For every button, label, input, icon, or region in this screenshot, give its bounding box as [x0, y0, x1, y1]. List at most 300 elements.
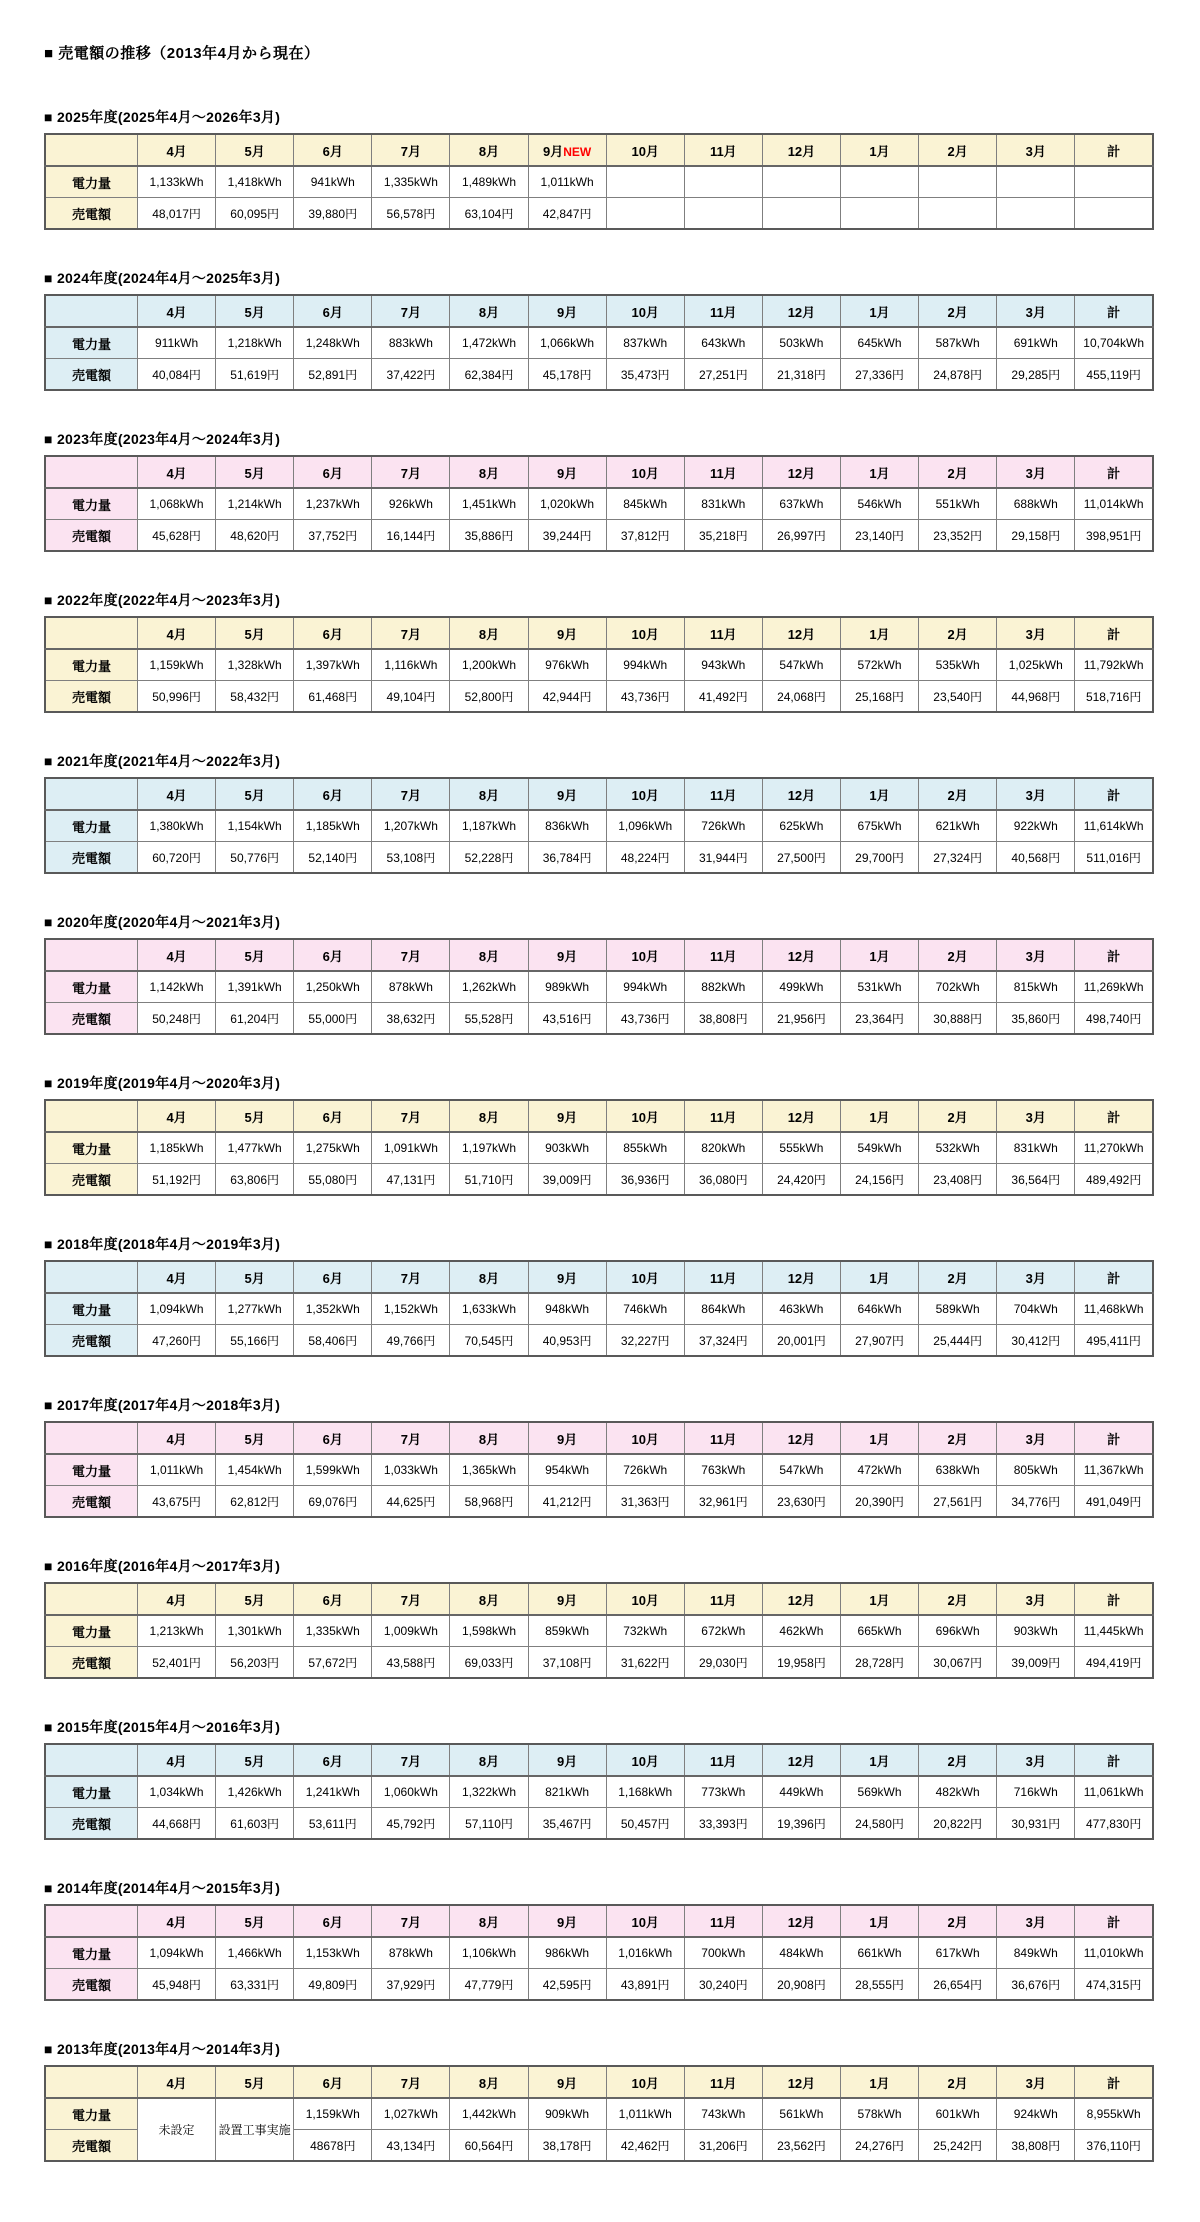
kwh-cell: 1,011kWh: [606, 2098, 684, 2130]
yen-cell: 38,808円: [997, 2130, 1075, 2162]
month-header: [997, 1744, 1075, 1776]
kwh-cell: 589kWh: [919, 1293, 997, 1325]
kwh-row: [45, 488, 1153, 520]
kwh-cell: 645kWh: [840, 327, 918, 359]
yen-cell: 47,779円: [450, 1969, 528, 2001]
yen-cell: 51,710円: [450, 1164, 528, 1196]
kwh-cell: 1,096kWh: [606, 810, 684, 842]
yen-row: [45, 520, 1153, 552]
kwh-cell: 503kWh: [762, 327, 840, 359]
yen-cell: 52,401円: [138, 1647, 216, 1679]
yen-cell: 63,331円: [216, 1969, 294, 2001]
month-label: 4月: [166, 1431, 187, 1447]
month-label: 12月: [787, 304, 816, 320]
month-header: [138, 134, 216, 166]
yen-cell: 518,716円: [1075, 681, 1153, 713]
kwh-cell: 638kWh: [919, 1454, 997, 1486]
kwh-cell: 535kWh: [919, 649, 997, 681]
yen-cell: 21,318円: [762, 359, 840, 391]
yen-cell: 42,462円: [606, 2130, 684, 2162]
month-label: 11月: [709, 1270, 737, 1286]
month-header: [216, 1905, 294, 1937]
kwh-cell: 1,418kWh: [216, 166, 294, 198]
row-label-kwh: 電力量: [45, 2098, 138, 2130]
month-label: 11月: [709, 1914, 737, 1930]
yen-cell: 19,396円: [762, 1808, 840, 1840]
kwh-cell: 547kWh: [762, 1454, 840, 1486]
kwh-cell: 1,094kWh: [138, 1937, 216, 1969]
month-header: [606, 1905, 684, 1937]
month-header: [919, 778, 997, 810]
year-section: [44, 1717, 1200, 1840]
month-label: 1月: [869, 2075, 890, 2091]
yen-cell: 29,700円: [840, 842, 918, 874]
month-header: [840, 1744, 918, 1776]
kwh-cell: 499kWh: [762, 971, 840, 1003]
header-row: [45, 1744, 1153, 1776]
yen-cell: 20,001円: [762, 1325, 840, 1357]
section-title: ■ 2019年度(2019年4月～2020年3月): [44, 1075, 281, 1091]
kwh-cell: 675kWh: [840, 810, 918, 842]
yen-cell: 49,766円: [372, 1325, 450, 1357]
yen-cell: 56,203円: [216, 1647, 294, 1679]
month-header: [216, 939, 294, 971]
month-label: 3月: [1025, 787, 1046, 803]
row-label-yen: 売電額: [45, 1164, 138, 1196]
yen-cell: 398,951円: [1075, 520, 1153, 552]
month-header: [528, 2066, 606, 2098]
yen-cell: 45,948円: [138, 1969, 216, 2001]
yen-cell: 45,178円: [528, 359, 606, 391]
yen-cell: 29,158円: [997, 520, 1075, 552]
month-header: [372, 1905, 450, 1937]
total-header: 計: [1075, 617, 1153, 649]
yen-cell: [919, 198, 997, 230]
yen-cell: 48678円: [294, 2130, 372, 2162]
yen-row: [45, 1808, 1153, 1840]
yen-cell: 61,603円: [216, 1808, 294, 1840]
kwh-cell: 569kWh: [840, 1776, 918, 1808]
corner-cell: [45, 617, 138, 649]
kwh-cell: 572kWh: [840, 649, 918, 681]
yen-cell: 24,068円: [762, 681, 840, 713]
yen-cell: 455,119円: [1075, 359, 1153, 391]
month-label: 12月: [787, 1109, 816, 1125]
section-title: ■ 2014年度(2014年4月～2015年3月): [44, 1880, 281, 1896]
yen-cell: 26,997円: [762, 520, 840, 552]
month-header: [762, 1422, 840, 1454]
yen-cell: 24,878円: [919, 359, 997, 391]
yen-cell: 60,720円: [138, 842, 216, 874]
yen-cell: 41,212円: [528, 1486, 606, 1518]
month-header: [997, 1905, 1075, 1937]
yen-cell: 43,516円: [528, 1003, 606, 1035]
month-label: 10月: [631, 1270, 659, 1286]
kwh-cell: 1,197kWh: [450, 1132, 528, 1164]
row-label-kwh: 電力量: [45, 1615, 138, 1647]
kwh-cell: 1,159kWh: [138, 649, 216, 681]
yen-cell: 41,492円: [684, 681, 762, 713]
month-label: 9月: [556, 465, 578, 481]
month-label: 5月: [244, 2075, 265, 2091]
month-header: [997, 295, 1075, 327]
yen-cell: 31,944円: [684, 842, 762, 874]
kwh-cell: 601kWh: [919, 2098, 997, 2130]
row-label-kwh: 電力量: [45, 488, 138, 520]
corner-cell: [45, 1583, 138, 1615]
kwh-cell: 1,277kWh: [216, 1293, 294, 1325]
month-header: [528, 778, 606, 810]
month-label: 11月: [709, 948, 737, 964]
month-label: 6月: [322, 626, 343, 642]
month-header: [919, 456, 997, 488]
yen-cell: 40,084円: [138, 359, 216, 391]
corner-cell: [45, 1100, 138, 1132]
month-header: [997, 1422, 1075, 1454]
month-label: 3月: [1025, 1592, 1046, 1608]
kwh-cell: 746kWh: [606, 1293, 684, 1325]
month-label: 9月: [556, 1431, 578, 1447]
kwh-cell: 1,033kWh: [372, 1454, 450, 1486]
kwh-cell: 1,442kWh: [450, 2098, 528, 2130]
month-label: 10月: [631, 143, 659, 159]
month-label: 12月: [787, 143, 816, 159]
kwh-cell: 716kWh: [997, 1776, 1075, 1808]
month-label: 1月: [869, 143, 890, 159]
row-label-yen: 売電額: [45, 842, 138, 874]
month-header: [606, 1744, 684, 1776]
total-header: 計: [1075, 295, 1153, 327]
month-label: 1月: [869, 1753, 890, 1769]
merged-note-cell: 未設定: [138, 2098, 216, 2161]
month-header: [762, 1261, 840, 1293]
kwh-cell: 1,466kWh: [216, 1937, 294, 1969]
kwh-cell: 11,468kWh: [1075, 1293, 1153, 1325]
kwh-cell: 837kWh: [606, 327, 684, 359]
month-label: 5月: [244, 1753, 265, 1769]
yen-cell: 491,049円: [1075, 1486, 1153, 1518]
kwh-cell: 561kWh: [762, 2098, 840, 2130]
tables-container: [44, 107, 1200, 2162]
month-header: [840, 1905, 918, 1937]
month-label: 5月: [244, 143, 265, 159]
month-label: 2月: [947, 465, 968, 481]
yen-cell: 35,860円: [997, 1003, 1075, 1035]
corner-cell: [45, 778, 138, 810]
month-header: [606, 778, 684, 810]
yen-cell: 48,224円: [606, 842, 684, 874]
month-header: [294, 939, 372, 971]
kwh-cell: 954kWh: [528, 1454, 606, 1486]
sales-table: [44, 1904, 1154, 2001]
month-header: [762, 617, 840, 649]
yen-cell: 30,412円: [997, 1325, 1075, 1357]
month-header: [294, 1100, 372, 1132]
month-label: 2月: [947, 1270, 968, 1286]
kwh-cell: 1,025kWh: [997, 649, 1075, 681]
month-label: 7月: [400, 465, 421, 481]
month-header: [372, 939, 450, 971]
month-header: [840, 1100, 918, 1132]
month-header: [294, 1905, 372, 1937]
kwh-cell: 688kWh: [997, 488, 1075, 520]
yen-cell: 43,891円: [606, 1969, 684, 2001]
month-header: [372, 778, 450, 810]
month-header: [138, 778, 216, 810]
kwh-cell: 976kWh: [528, 649, 606, 681]
yen-row: [45, 1486, 1153, 1518]
kwh-cell: [762, 166, 840, 198]
yen-cell: 50,996円: [138, 681, 216, 713]
yen-cell: 35,886円: [450, 520, 528, 552]
month-label: 1月: [869, 1592, 890, 1608]
yen-cell: 31,206円: [684, 2130, 762, 2162]
kwh-row: [45, 971, 1153, 1003]
month-header: [606, 295, 684, 327]
month-label: 11月: [709, 1753, 737, 1769]
kwh-cell: [606, 166, 684, 198]
month-label: 4月: [166, 2075, 187, 2091]
month-label: 8月: [478, 143, 500, 159]
yen-cell: 45,792円: [372, 1808, 450, 1840]
yen-cell: [606, 198, 684, 230]
kwh-cell: 482kWh: [919, 1776, 997, 1808]
month-header: [684, 1100, 762, 1132]
month-label: 8月: [478, 1914, 500, 1930]
kwh-cell: 1,091kWh: [372, 1132, 450, 1164]
month-header: [762, 456, 840, 488]
yen-cell: 52,140円: [294, 842, 372, 874]
kwh-cell: 547kWh: [762, 649, 840, 681]
total-header: 計: [1075, 2066, 1153, 2098]
kwh-row: [45, 1937, 1153, 1969]
kwh-cell: 10,704kWh: [1075, 327, 1153, 359]
yen-cell: 19,958円: [762, 1647, 840, 1679]
total-header: 計: [1075, 456, 1153, 488]
yen-cell: 24,276円: [840, 2130, 918, 2162]
total-header: 計: [1075, 778, 1153, 810]
yen-cell: 498,740円: [1075, 1003, 1153, 1035]
yen-cell: 20,390円: [840, 1486, 918, 1518]
month-label: 5月: [244, 1914, 265, 1930]
month-header: [372, 1583, 450, 1615]
yen-cell: 39,009円: [997, 1647, 1075, 1679]
corner-cell: [45, 1905, 138, 1937]
yen-cell: 52,228円: [450, 842, 528, 874]
header-row: [45, 1905, 1153, 1937]
month-label: 12月: [787, 1592, 816, 1608]
kwh-cell: 743kWh: [684, 2098, 762, 2130]
month-header: [450, 1744, 528, 1776]
yen-cell: 49,104円: [372, 681, 450, 713]
month-header: [372, 456, 450, 488]
month-label: 5月: [244, 304, 265, 320]
kwh-row: [45, 1293, 1153, 1325]
month-label: 10月: [631, 304, 659, 320]
month-header: [997, 2066, 1075, 2098]
month-header: [450, 134, 528, 166]
yen-cell: 35,218円: [684, 520, 762, 552]
month-header: [138, 1100, 216, 1132]
kwh-cell: 625kWh: [762, 810, 840, 842]
month-header: [606, 1583, 684, 1615]
month-header: [919, 1100, 997, 1132]
month-label: 4月: [166, 1270, 187, 1286]
kwh-cell: 472kWh: [840, 1454, 918, 1486]
month-header: [919, 617, 997, 649]
kwh-cell: 926kWh: [372, 488, 450, 520]
month-label: 6月: [322, 1914, 343, 1930]
kwh-cell: 1,066kWh: [528, 327, 606, 359]
kwh-cell: 903kWh: [997, 1615, 1075, 1647]
month-header: [840, 939, 918, 971]
month-header: [450, 295, 528, 327]
kwh-cell: 11,014kWh: [1075, 488, 1153, 520]
month-header: [528, 1422, 606, 1454]
month-label: 10月: [631, 2075, 659, 2091]
month-header: [684, 1422, 762, 1454]
yen-cell: 32,961円: [684, 1486, 762, 1518]
month-label: 7月: [400, 948, 421, 964]
month-header: [216, 2066, 294, 2098]
month-label: 8月: [478, 1109, 500, 1125]
month-label: 12月: [787, 1914, 816, 1930]
kwh-cell: 1,218kWh: [216, 327, 294, 359]
yen-cell: 44,968円: [997, 681, 1075, 713]
month-label: 9月: [556, 1592, 578, 1608]
kwh-row: [45, 327, 1153, 359]
month-label: 12月: [787, 787, 816, 803]
month-header: [762, 2066, 840, 2098]
kwh-cell: 11,614kWh: [1075, 810, 1153, 842]
yen-cell: 36,936円: [606, 1164, 684, 1196]
kwh-cell: 11,061kWh: [1075, 1776, 1153, 1808]
kwh-cell: 11,269kWh: [1075, 971, 1153, 1003]
month-label: 3月: [1025, 2075, 1046, 2091]
month-label: 1月: [869, 465, 890, 481]
month-label: 8月: [478, 1270, 500, 1286]
section-title: ■ 2020年度(2020年4月～2021年3月): [44, 914, 281, 930]
kwh-cell: 1,391kWh: [216, 971, 294, 1003]
year-section: [44, 429, 1200, 552]
month-header: [762, 295, 840, 327]
yen-cell: 43,736円: [606, 1003, 684, 1035]
month-header: [216, 617, 294, 649]
kwh-cell: 1,472kWh: [450, 327, 528, 359]
month-label: 8月: [478, 948, 500, 964]
month-label: 1月: [869, 1270, 890, 1286]
yen-cell: 376,110円: [1075, 2130, 1153, 2162]
month-header: [528, 295, 606, 327]
month-label: 9月: [556, 304, 578, 320]
kwh-cell: 941kWh: [294, 166, 372, 198]
kwh-cell: 1,241kWh: [294, 1776, 372, 1808]
kwh-cell: 1,250kWh: [294, 971, 372, 1003]
header-row: [45, 1422, 1153, 1454]
kwh-cell: 1,068kWh: [138, 488, 216, 520]
yen-cell: 53,108円: [372, 842, 450, 874]
kwh-cell: [997, 166, 1075, 198]
month-header: [450, 1422, 528, 1454]
yen-cell: 63,806円: [216, 1164, 294, 1196]
yen-cell: 23,364円: [840, 1003, 918, 1035]
month-label: 9月: [556, 948, 578, 964]
row-label-yen: 売電額: [45, 198, 138, 230]
month-header: [684, 1583, 762, 1615]
month-label: 7月: [400, 626, 421, 642]
month-label: 12月: [787, 1270, 816, 1286]
yen-cell: 49,809円: [294, 1969, 372, 2001]
month-label: 4月: [166, 1753, 187, 1769]
month-label: 1月: [869, 948, 890, 964]
kwh-cell: 665kWh: [840, 1615, 918, 1647]
yen-cell: 58,432円: [216, 681, 294, 713]
kwh-cell: 726kWh: [684, 810, 762, 842]
kwh-cell: 815kWh: [997, 971, 1075, 1003]
year-section: [44, 912, 1200, 1035]
yen-cell: 23,630円: [762, 1486, 840, 1518]
month-label: 2月: [947, 1914, 968, 1930]
yen-cell: 42,944円: [528, 681, 606, 713]
kwh-cell: 551kWh: [919, 488, 997, 520]
month-header: [294, 1744, 372, 1776]
kwh-cell: 820kWh: [684, 1132, 762, 1164]
kwh-cell: [1075, 166, 1153, 198]
month-label: 3月: [1025, 465, 1046, 481]
month-header: [606, 134, 684, 166]
header-row: [45, 1583, 1153, 1615]
month-label: 3月: [1025, 1753, 1046, 1769]
row-label-kwh: 電力量: [45, 1776, 138, 1808]
kwh-cell: 903kWh: [528, 1132, 606, 1164]
sales-table: [44, 455, 1154, 552]
kwh-row: [45, 810, 1153, 842]
month-label: 3月: [1025, 948, 1046, 964]
month-label: 5月: [244, 787, 265, 803]
month-header: [762, 1905, 840, 1937]
yen-cell: 58,406円: [294, 1325, 372, 1357]
kwh-cell: 463kWh: [762, 1293, 840, 1325]
row-label-yen: 売電額: [45, 359, 138, 391]
month-header: [528, 1261, 606, 1293]
yen-cell: 39,009円: [528, 1164, 606, 1196]
header-row: [45, 939, 1153, 971]
yen-cell: 43,736円: [606, 681, 684, 713]
section-title: ■ 2025年度(2025年4月～2026年3月): [44, 109, 281, 125]
month-label: 11月: [709, 1431, 737, 1447]
yen-cell: 23,352円: [919, 520, 997, 552]
kwh-cell: 831kWh: [684, 488, 762, 520]
kwh-row: [45, 1454, 1153, 1486]
month-label: 8月: [478, 1592, 500, 1608]
kwh-cell: 637kWh: [762, 488, 840, 520]
kwh-cell: 911kWh: [138, 327, 216, 359]
year-section: [44, 751, 1200, 874]
kwh-cell: 859kWh: [528, 1615, 606, 1647]
month-header: [450, 1261, 528, 1293]
month-label: 2月: [947, 948, 968, 964]
month-header: [372, 1261, 450, 1293]
month-header: [138, 295, 216, 327]
month-header: [919, 1261, 997, 1293]
yen-cell: 477,830円: [1075, 1808, 1153, 1840]
kwh-cell: 1,152kWh: [372, 1293, 450, 1325]
kwh-cell: 704kWh: [997, 1293, 1075, 1325]
yen-cell: 39,880円: [294, 198, 372, 230]
yen-cell: 31,363円: [606, 1486, 684, 1518]
month-label: 3月: [1025, 143, 1046, 159]
year-section: [44, 107, 1200, 230]
